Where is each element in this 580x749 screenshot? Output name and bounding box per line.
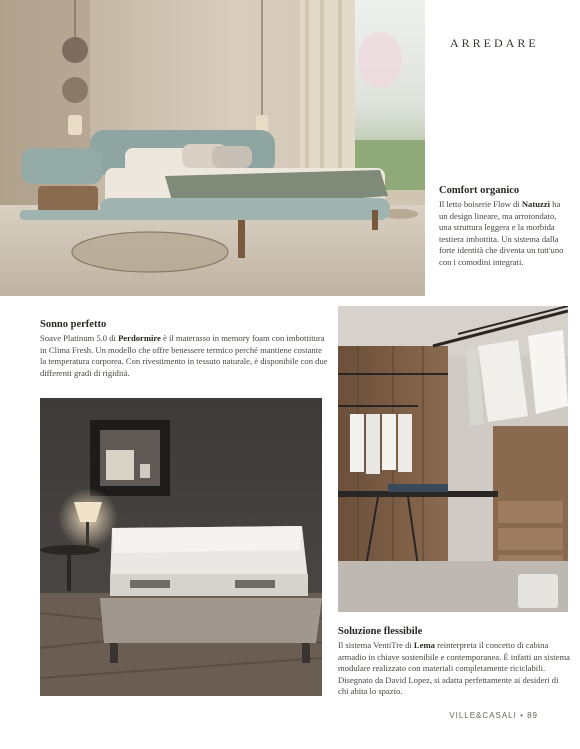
caption-soluzione [338,625,570,698]
caption-sonno [40,318,330,379]
caption-sonno-text-after: è il materasso in memory foam con imbottitura in Clima Fresh. Un modello che offre benessere termico perché mantiene costante la temperatura corporea. Con rivestimento in tessuto naturale, è disponibile con due differenti gradi di rigidità. [40,333,328,378]
caption-soluzione-title: Soluzione flessibile [338,626,423,637]
caption-soluzione-text-before: Il sistema VentiTre di [338,640,414,650]
bedroom-photo [0,0,425,296]
wardrobe-photo [338,306,568,612]
caption-sonno-text-before: Soave Platinum 5.0 di [40,333,119,343]
caption-sonno-brand: Perdormire [118,333,161,343]
caption-soluzione-text-after: reinterpreta il concetto di cabina armadio in chiave sostenibile e contemporanea. È infatti un sistema modulare realizzato con materiali completamente riciclabili. Disegnato da David Lopez, si adatta perfettamente ai desideri di chi abita lo spazio. [338,640,570,696]
caption-sonno-title: Sonno perfetto [40,319,107,330]
caption-soluzione-brand: Lema [413,640,435,650]
caption-comfort-brand: Natuzzi [521,199,550,209]
section-label: ARREDARE [450,36,539,50]
caption-comfort-text-before: Il letto boiserie Flow di [439,199,522,209]
caption-comfort-body [439,199,567,268]
caption-comfort [439,184,567,268]
caption-comfort-text-after: ha un design lineare, ma arrotondato, una struttura leggera e la morbida testiera imbottita. Un sistema dalla forte identità che diventa un tutt'uno con i comodini integrati. [439,199,564,267]
caption-soluzione-body [338,640,570,698]
page-folio: VILLE&CASALI • 89 [449,711,538,720]
mattress-photo [40,398,322,696]
caption-comfort-title: Comfort organico [439,185,520,196]
caption-sonno-body [40,333,330,379]
